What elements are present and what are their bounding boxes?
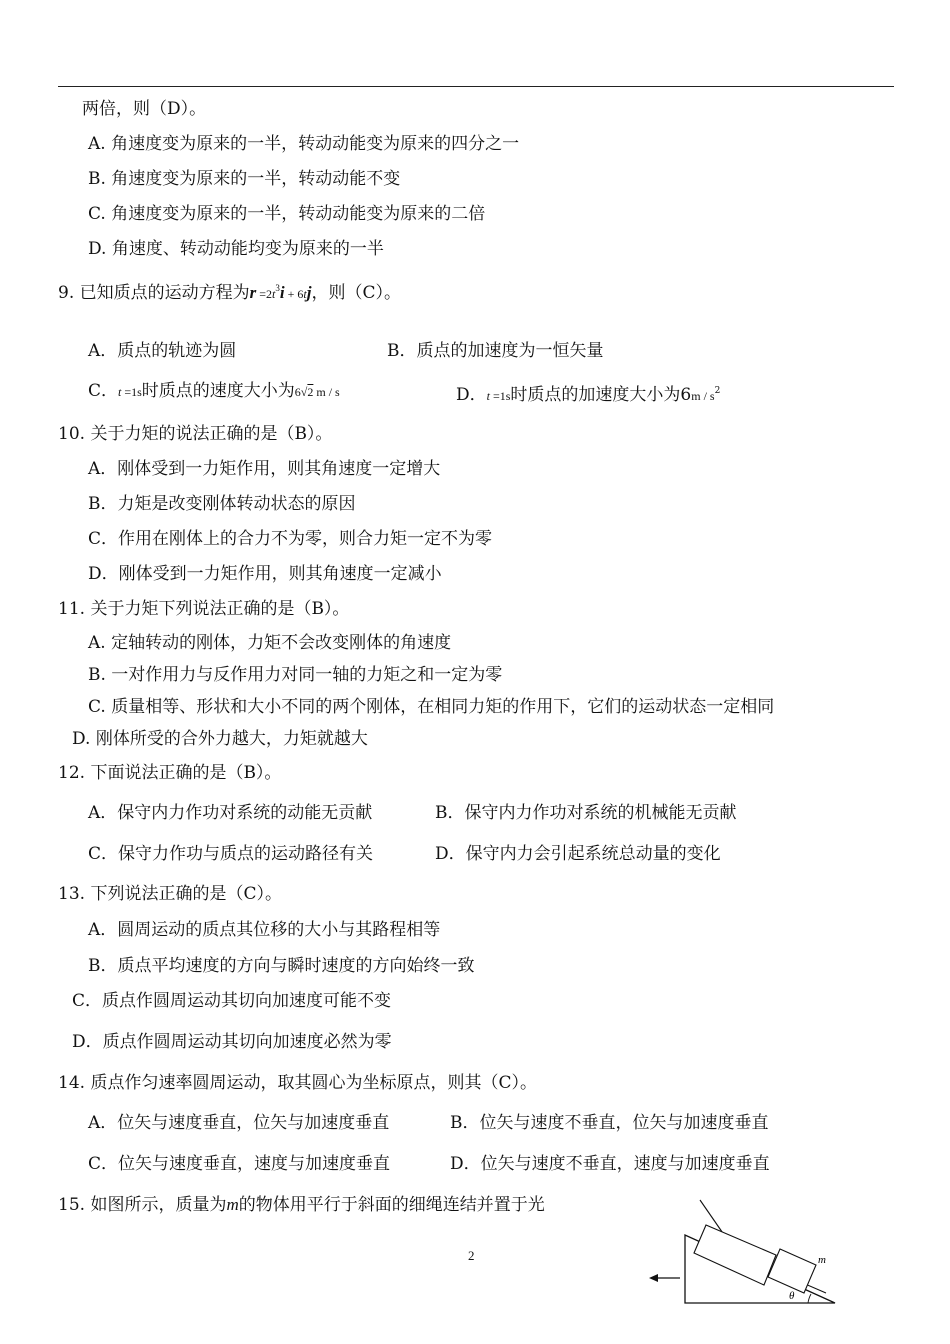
text-line-l10: 10. 关于力矩的说法正确的是（B）。 [58, 424, 333, 444]
text-line-l15: 11. 关于力矩下列说法正确的是（B）。 [58, 599, 350, 619]
page-number: 2 [468, 1248, 475, 1263]
text-line-l26: A．圆周运动的质点其位移的大小与其路程相等 [88, 920, 441, 940]
text-line-l25: 13. 下列说法正确的是（C）。 [58, 884, 282, 904]
arrow-left-icon [649, 1274, 658, 1282]
text-line-l32: B．位矢与速度不垂直，位矢与加速度垂直 [450, 1113, 769, 1133]
text-line-l30: 14. 质点作匀速率圆周运动，取其圆心为坐标原点，则其（C）。 [58, 1073, 537, 1093]
text-line-l2: A. 角速度变为原来的一半，转动动能变为原来的四分之一 [88, 134, 520, 154]
angle-label: θ [789, 1290, 795, 1302]
text-line-l28: C．质点作圆周运动其切向加速度可能不变 [72, 991, 392, 1011]
q9-stem-suffix: ，则（C）。 [311, 283, 401, 303]
header-rule [58, 86, 894, 87]
text-line-l17: B. 一对作用力与反作用力对同一轴的力矩之和一定为零 [88, 665, 503, 685]
incline-figure [640, 1195, 870, 1310]
text-line-l29: D．质点作圆周运动其切向加速度必然为零 [72, 1032, 392, 1052]
angle-arc [808, 1294, 811, 1303]
text-line-l20: 12. 下面说法正确的是（B）。 [58, 763, 282, 783]
text-line-l13: C．作用在刚体上的合力不为零，则合力矩一定不为零 [88, 529, 493, 549]
text-line-l12: B．力矩是改变刚体转动状态的原因 [88, 494, 356, 514]
text-line-l31: A．位矢与速度垂直，位矢与加速度垂直 [88, 1113, 390, 1133]
text-line-l5: D. 角速度、转动动能均变为原来的一半 [88, 239, 384, 259]
text-line-l34: D．位矢与速度不垂直，速度与加速度垂直 [450, 1154, 770, 1174]
text-line-l21: A．保守内力作功对系统的动能无贡献 [88, 803, 373, 823]
text-line-l24: D．保守内力会引起系统总动量的变化 [435, 844, 721, 864]
text-line-l23: C．保守力作功与质点的运动路径有关 [88, 844, 374, 864]
text-line-l22: B．保守内力作功对系统的机械能无贡献 [435, 803, 737, 823]
text-line-l11: A．刚体受到一力矩作用，则其角速度一定增大 [88, 459, 441, 479]
text-line-l1: 两倍，则（D）。 [82, 99, 207, 119]
q9-equation: $r =2t^3i + 6tj$ [249, 283, 312, 302]
large-block [694, 1225, 776, 1285]
text-line-l4: C. 角速度变为原来的一半，转动动能变为原来的二倍 [88, 204, 486, 224]
q9-option-d: D．t =1s时质点的加速度大小为$6m / s^2$ [456, 385, 721, 405]
text-line-l18: C. 质量相等、形状和大小不同的两个刚体，在相同力矩的作用下，它们的运动状态一定相同 [88, 697, 775, 717]
text-line-l19: D. 刚体所受的合外力越大，力矩就越大 [72, 729, 368, 749]
text-line-l14: D．刚体受到一力矩作用，则其角速度一定减小 [88, 564, 442, 584]
text-line-l3: B. 角速度变为原来的一半，转动动能不变 [88, 169, 401, 189]
mass-label: m [818, 1254, 826, 1266]
q9-option-a: A．质点的轨迹为圆 [88, 341, 237, 361]
text-line-l27: B．质点平均速度的方向与瞬时速度的方向始终一致 [88, 956, 475, 976]
text-line-l16: A. 定轴转动的刚体，力矩不会改变刚体的角速度 [88, 633, 452, 653]
q9-option-c: C．t =1s时质点的速度大小为6√2 m / s [88, 381, 340, 401]
q15-stem: 15. 如图所示，质量为m的物体用平行于斜面的细绳连结并置于光 [58, 1195, 545, 1215]
sqrt-sign: √2 [300, 385, 314, 399]
q9-stem [58, 277, 401, 305]
q9-option-b: B．质点的加速度为一恒矢量 [387, 341, 604, 361]
q9-stem-prefix: 9. 已知质点的运动方程为 [58, 283, 250, 303]
text-line-l33: C．位矢与速度垂直，速度与加速度垂直 [88, 1154, 391, 1174]
